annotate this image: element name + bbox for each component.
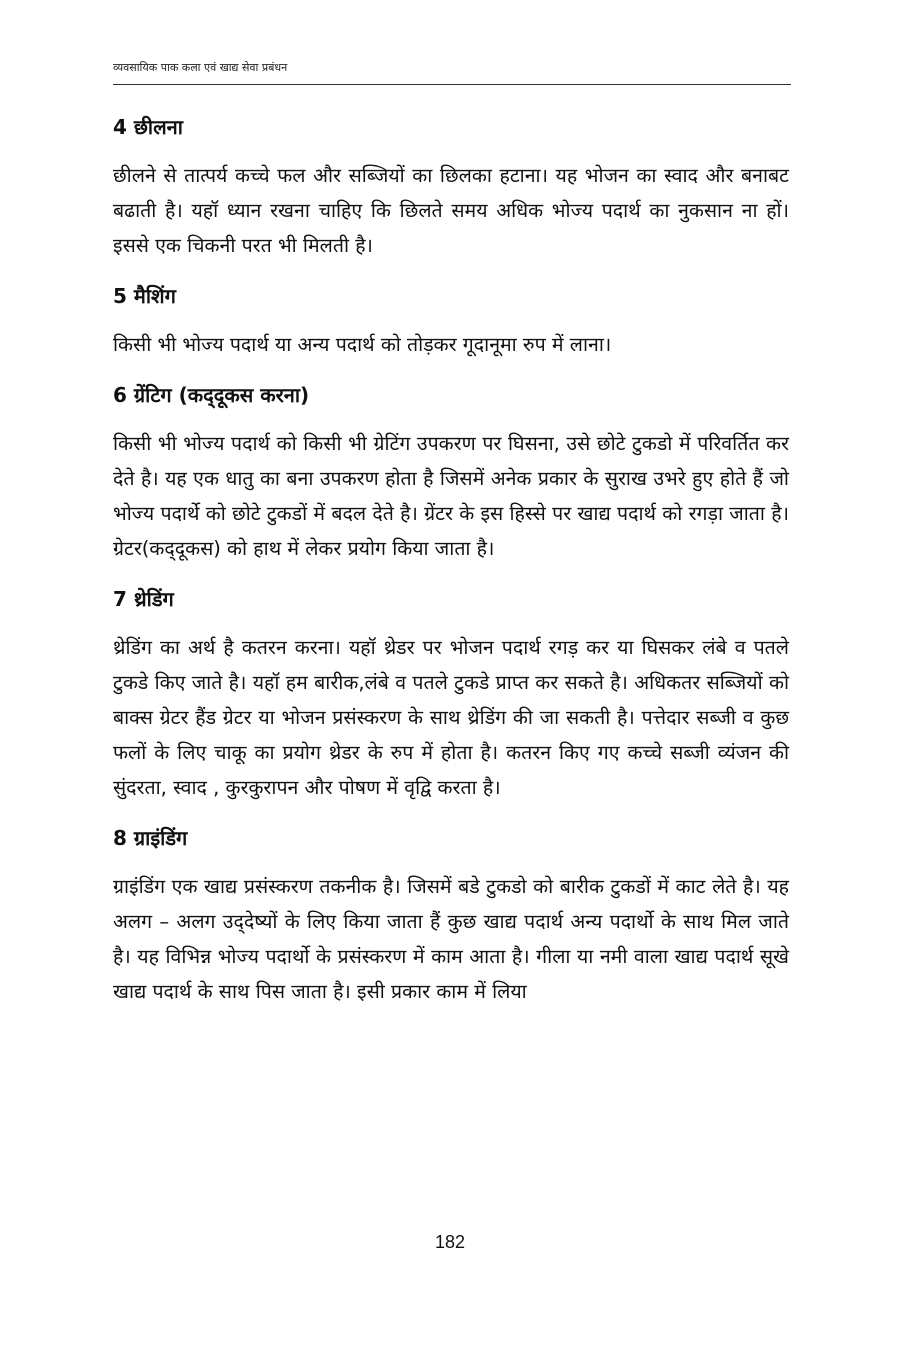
section-peeling bbox=[113, 110, 789, 263]
section-threading bbox=[113, 582, 789, 805]
section-heading-threading: 7 थ्रेडिंग bbox=[113, 587, 174, 611]
section-heading-peeling: 4 छीलना bbox=[113, 115, 183, 139]
running-header-title: व्यवसायिक पाक कला एवं खाद्य सेवा प्रबंधन bbox=[113, 61, 288, 74]
section-heading-mashing: 5 मैशिंग bbox=[113, 284, 176, 308]
section-paragraph-peeling: छीलने से तात्पर्य कच्चे फल और सब्जियों का छिलका हटाना। यह भोजन का स्वाद और बनाबट बढाती है। यहॉ ध्यान रखना चाहिए कि छिलते समय अधिक भोज्य पदार्थ का नुकसान ना हों। इससे एक चिकनी परत भी मिलती है। bbox=[113, 164, 789, 257]
section-paragraph-mashing: किसी भी भोज्य पदार्थ या अन्य पदार्थ को तोड़कर गूदानूमा रुप में लाना। bbox=[113, 333, 612, 356]
page-number: 182 bbox=[434, 1232, 466, 1252]
section-heading-grinding: 8 ग्राइंडिंग bbox=[113, 826, 188, 850]
section-paragraph-grating: किसी भी भोज्य पदार्थ को किसी भी ग्रेटिंग उपकरण पर घिसना, उसे छोटे टुकडो में परिवर्तित कर देते है। यह एक धातु का बना उपकरण होता है जिसमें अनेक प्रकार के सुराख उभरे हुए होते हैं जो भोज्य पदार्थे को छोटे टुकडों में बदल देते है। ग्रेंटर के इस हिस्से पर खाद्य पदार्थ को रगड़ा जाता है। ग्रेटर(कद्‌दूकस) को हाथ में लेकर प्रयोग किया जाता है। bbox=[113, 432, 789, 560]
section-grating bbox=[113, 378, 789, 566]
section-mashing bbox=[113, 279, 789, 362]
section-paragraph-grinding: ग्राइंडिंग एक खाद्य प्रसंस्करण तकनीक है। जिसमें बडे टुकडो को बारीक टुकडों में काट लेते है। यह अलग – अलग उद्‌देष्यों के लिए किया जाता हैं कुछ खाद्य पदार्थ अन्य पदार्थो के साथ मिल जाते है। यह विभिन्न भोज्य पदार्थो के प्रसंस्करण में काम आता है। गीला या नमी वाला खाद्य पदार्थ सूखे खाद्य पदार्थ के साथ पिस जाता है। इसी प्रकार काम में लिया bbox=[113, 875, 789, 1003]
section-grinding bbox=[113, 821, 789, 1009]
page-body bbox=[113, 110, 789, 1025]
section-paragraph-threading: थ्रेडिंग का अर्थ है कतरन करना। यहॉ थ्रेडर पर भोजन पदार्थ रगड़ कर या घिसकर लंबे व पतले टुकडे किए जाते है। यहॉ हम बारीक,लंबे व पतले टुकडे प्राप्त कर सकते है। अधिकतर सब्जियों को बाक्स ग्रेटर हैंड ग्रेटर या भोजन प्रसंस्करण के साथ थ्रेडिंग की जा सकती है। पत्तेदार सब्जी व कुछ फलों के लिए चाकू का प्रयोग थ्रेडर के रुप में होता है। कतरन किए गए कच्चे सब्जी व्यंजन की सुंदरता, स्वाद , कुरकुरापन और पोषण में वृद्वि करता है। bbox=[113, 636, 789, 799]
section-heading-grating: 6 ग्रेंटिग (कद्‌दूकस करना) bbox=[113, 383, 310, 407]
page-header bbox=[113, 58, 791, 85]
